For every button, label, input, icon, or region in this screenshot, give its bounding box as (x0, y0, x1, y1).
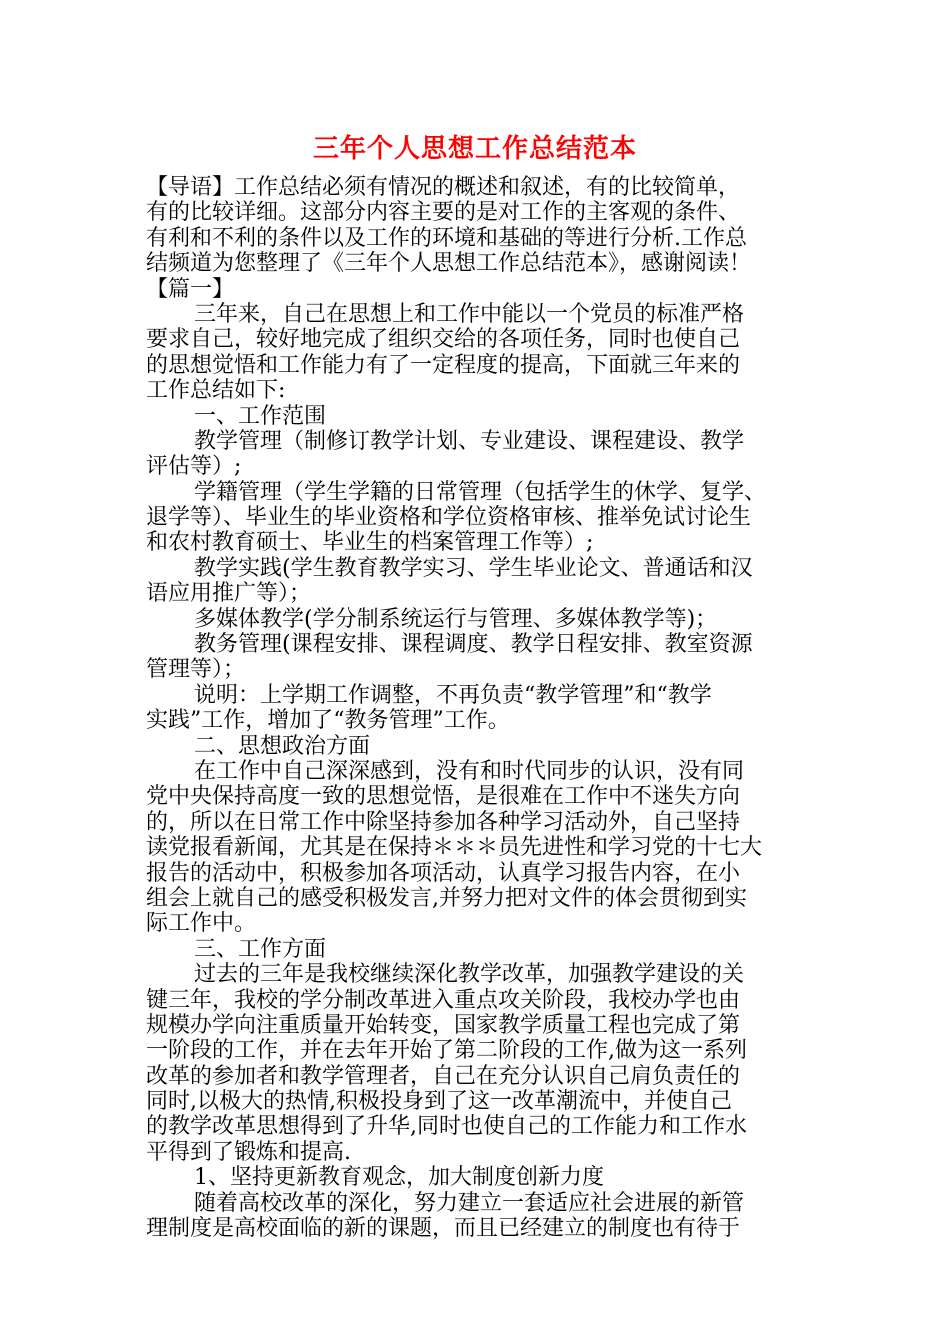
text-line: 教学管理（制修订教学计划、专业建设、课程建设、教学 (194, 428, 745, 454)
document-body (146, 175, 826, 1241)
text-line: 改革的参加者和教学管理者，自己在充分认识自己肩负责任的 (146, 1063, 741, 1089)
text-line: 读党报看新闻，尤其是在保持＊＊＊员先进性和学习党的十七大 (146, 835, 763, 861)
text-line: 说明：上学期工作调整，不再负责“教学管理”和“教学 (194, 682, 712, 708)
text-line: 教务管理(课程安排、课程调度、教学日程安排、教室资源 (194, 632, 753, 658)
text-line: 语应用推广等）； (146, 581, 312, 607)
text-line: 际工作中。 (146, 911, 257, 937)
text-line: 三、工作方面 (194, 936, 327, 962)
text-line: 【导语】工作总结必须有情况的概述和叙述，有的比较简单， (146, 175, 741, 200)
text-line: 报告的活动中，积极参加各项活动，认真学习报告内容，在小 (146, 860, 741, 886)
text-line: 过去的三年是我校继续深化教学改革，加强教学建设的关 (194, 962, 745, 988)
text-line: 平得到了锻炼和提高. (146, 1139, 351, 1165)
text-line: 有利和不利的条件以及工作的环境和基础的等进行分析.工作总 (146, 225, 747, 251)
text-line: 在工作中自己深深感到，没有和时代同步的认识，没有同 (194, 758, 745, 784)
text-line: 党中央保持高度一致的思想觉悟，是很难在工作中不迷失方向 (146, 784, 741, 810)
text-line: 工作总结如下: (146, 378, 286, 404)
text-line: 三年来，自己在思想上和工作中能以一个党员的标准严格 (194, 301, 745, 327)
text-line: 退学等）、毕业生的毕业资格和学位资格审核、推举免试讨论生 (146, 505, 752, 531)
text-line: 随着高校改革的深化，努力建立一套适应社会进展的新管 (194, 1190, 745, 1216)
text-line: 理制度是高校面临的新的课题，而且已经建立的制度也有待于 (146, 1216, 741, 1242)
text-line: 同时,以极大的热情,积极投身到了这一改革潮流中，并使自己 (146, 1089, 732, 1115)
text-line: 的思想觉悟和工作能力有了一定程度的提高，下面就三年来的 (146, 352, 741, 378)
text-line: 教学实践(学生教育教学实习、学生毕业论文、普通话和汉 (194, 555, 753, 581)
text-line: 【篇一】 (146, 276, 235, 302)
text-line: 1、坚持更新教育观念，加大制度创新力度 (194, 1165, 604, 1191)
text-line: 要求自己，较好地完成了组织交给的各项任务，同时也使自己 (146, 327, 741, 353)
text-line: 键三年，我校的学分制改革进入重点攻关阶段，我校办学也由 (146, 987, 741, 1013)
text-line: 二、思想政治方面 (194, 733, 371, 759)
text-line: 一、工作范围 (194, 403, 327, 429)
text-line: 组会上就自己的感受积极发言,并努力把对文件的体会贯彻到实 (146, 885, 747, 911)
text-line: 规模办学向注重质量开始转变，国家教学质量工程也完成了第 (146, 1012, 741, 1038)
text-line: 评估等）; (146, 454, 242, 480)
text-line: 一阶段的工作，并在去年开始了第二阶段的工作,做为这一系列 (146, 1038, 747, 1064)
text-line: 结频道为您整理了《三年个人思想工作总结范本》，感谢阅读！ (146, 251, 752, 277)
text-line: 多媒体教学(学分制系统运行与管理、多媒体教学等)； (194, 606, 718, 632)
text-line: 学籍管理（学生学籍的日常管理（包括学生的休学、复学、 (194, 479, 767, 505)
text-line: 有的比较详细。这部分内容主要的是对工作的主客观的条件、 (146, 200, 741, 226)
text-line: 和农村教育硕士、毕业生的档案管理工作等）; (146, 530, 594, 556)
document-title: 三年个人思想工作总结范本 (312, 134, 637, 164)
text-line: 的教学改革思想得到了升华,同时也使自己的工作能力和工作水 (146, 1114, 747, 1140)
text-line: 实践”工作，增加了“教务管理”工作。 (146, 708, 510, 734)
text-line: 管理等）； (146, 657, 246, 683)
text-line: 的，所以在日常工作中除坚持参加各种学习活动外，自己坚持 (146, 809, 741, 835)
